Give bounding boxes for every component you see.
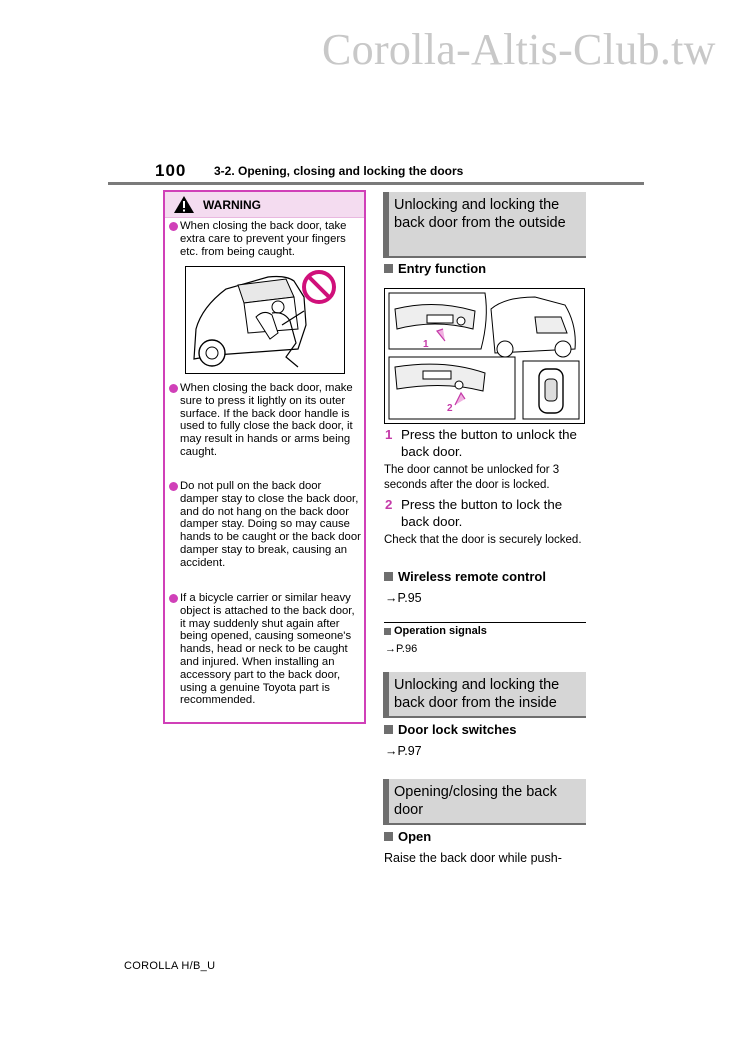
heading-inside: Unlocking and locking the back door from the inside	[383, 672, 586, 716]
square-bullet-icon	[384, 832, 393, 841]
bullet-icon	[169, 222, 178, 231]
header-rule	[108, 182, 644, 185]
note-lock: Check that the door is securely locked.	[384, 534, 582, 546]
square-bullet-icon	[384, 264, 393, 273]
entry-function-figure	[384, 288, 585, 424]
subheading-door-lock-switches: Door lock switches	[384, 722, 516, 737]
figure-callout-1: 1	[423, 339, 429, 350]
car-back-door-icon	[186, 267, 344, 373]
warning-item: When closing the back door, make sure to press it lightly on its outer surface. If the back door handle is used to fully close the back door, it may result in hands or arms being caught.	[169, 382, 362, 459]
back-door-hazard-illustration	[185, 266, 345, 374]
bullet-icon	[169, 482, 178, 491]
warning-item: Do not pull on the back door damper stay to close the back door, and do not hang on the back door damper stay. Doing so may cause hands to be caught or the back door damper stay to break, causing an accident.	[169, 480, 362, 570]
warning-item: If a bicycle carrier or similar heavy object is attached to the back door, it may suddenly shut again after being opened, causing someone's hands, head or neck to be caught and injured. When installing an accessory part to the back door, using a genuine Toyota part is recommended.	[169, 592, 362, 707]
heading-opening-closing: Opening/closing the back door	[383, 779, 586, 823]
section-title: 3-2. Opening, closing and locking the doors	[214, 164, 464, 178]
bullet-icon	[169, 594, 178, 603]
square-bullet-icon	[384, 725, 393, 734]
heading-outside: Unlocking and locking the back door from the outside	[383, 192, 586, 256]
page-reference-link[interactable]: →P.96	[385, 643, 418, 655]
watermark: Corolla-Altis-Club.tw	[322, 25, 716, 74]
warning-triangle-icon	[173, 195, 195, 214]
subheading-entry-function: Entry function	[384, 261, 486, 276]
note-unlock: The door cannot be unlocked for 3 seconds after the door is locked.	[384, 464, 560, 491]
warning-item: When closing the back door, take extra care to prevent your fingers etc. from being caught.	[169, 220, 362, 258]
footer-model-code: COROLLA H/B_U	[124, 960, 216, 972]
back-door-button-icon	[385, 289, 584, 423]
figure-callout-2: 2	[447, 403, 453, 414]
open-body-text: Raise the back door while push-	[384, 851, 562, 865]
page-reference-link[interactable]: →P.97	[385, 744, 422, 758]
subheading-open: Open	[384, 829, 431, 844]
page-number: 100	[155, 161, 187, 180]
bullet-icon	[169, 384, 178, 393]
divider	[384, 622, 586, 623]
square-bullet-icon	[384, 572, 393, 581]
page-reference-link[interactable]: →P.95	[385, 591, 422, 605]
step-item: 2 Press the button to lock the back door.	[385, 497, 563, 529]
square-bullet-icon	[384, 628, 391, 635]
subheading-wireless-remote: Wireless remote control	[384, 569, 546, 584]
subheading-operation-signals: Operation signals	[384, 625, 487, 637]
step-item: 1 Press the button to unlock the back door.	[385, 427, 577, 459]
warning-box	[163, 190, 366, 724]
warning-header	[165, 192, 364, 218]
warning-title: WARNING	[203, 197, 261, 212]
